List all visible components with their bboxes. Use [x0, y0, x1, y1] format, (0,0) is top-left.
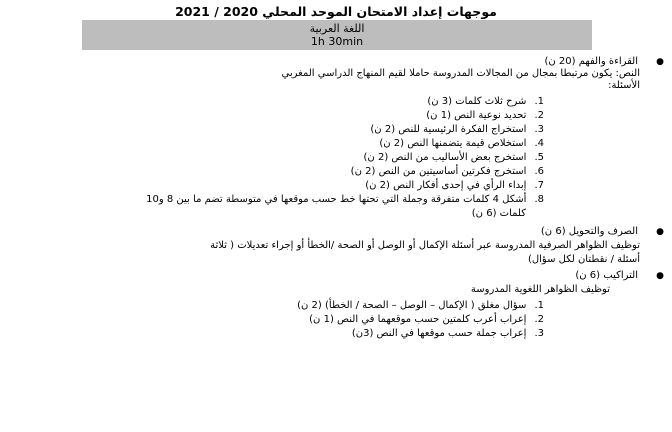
bullet-icon: ●: [656, 271, 664, 281]
subject-banner: [82, 20, 592, 50]
bullet-icon: ●: [656, 227, 664, 237]
section-heading-reading: القراءة والفهم (20 ن): [544, 56, 638, 67]
document-title: موجهات إعداد الامتحان الموحد المحلي 2020 / 2021: [175, 4, 497, 19]
list-item: 5.استخرج بعض الأساليب من النص (2 ن): [363, 152, 544, 163]
list-item: 2.إعراب أعرب كلمتين حسب موقعهما في النص (1 ن): [309, 314, 544, 325]
questions-label: الأسئلة:: [608, 80, 640, 91]
bullet-icon: ●: [656, 57, 664, 67]
list-item: 6.استخرج فكرتين أساسيتين من النص (2 ن): [350, 166, 544, 177]
section-heading-structures: التراكيب (6 ن): [575, 270, 638, 281]
list-item: 1.شرح ثلاث كلمات (3 ن): [427, 96, 544, 107]
list-item: 3.استخراج الفكرة الرئيسية للنص (2 ن): [370, 124, 544, 135]
list-item: 8.أشكل 4 كلمات متفرقة وجملة التي تحتها خط حسب موقعها في متوسطة تضم ما بين 8 و10: [146, 194, 544, 205]
section-description: توظيف الظواهر الصرفية المدروسة عبر أسئلة الإكمال أو الوصل أو الصحة /الخطأ أو إجراء تعديلات ( ثلاثة: [210, 240, 640, 251]
subject-label: اللغة العربية: [309, 22, 365, 35]
list-item: 3.إعراب جملة حسب موقعها في النص (3ن): [351, 328, 544, 339]
list-item: 4.استخلاص قيمة يتضمنها النص (2 ن): [379, 138, 544, 149]
list-item-continuation: كلمات (6 ن): [471, 208, 526, 219]
section-heading-morphology: الصرف والتحويل (6 ن): [540, 226, 638, 237]
section-description: أسئلة / نقطتان لكل سؤال): [527, 254, 640, 265]
duration-label: 1h 30min: [310, 35, 364, 48]
list-item: 2.تحديد نوعية النص (1 ن): [426, 110, 544, 121]
list-item: 7.إبداء الرأي في إحدى أفكار النص (2 ن): [365, 180, 544, 191]
text-description: النص: يكون مرتبطا بمجال من المجالات المدروسة حاملا لقيم المنهاج الدراسي المغربي: [281, 68, 640, 79]
section-description: توظيف الظواهر اللغوية المدروسة: [470, 284, 610, 295]
list-item: 1.سؤال مغلق ( الإكمال – الوصل – الصحة / الخطأ) (2 ن): [297, 300, 544, 311]
